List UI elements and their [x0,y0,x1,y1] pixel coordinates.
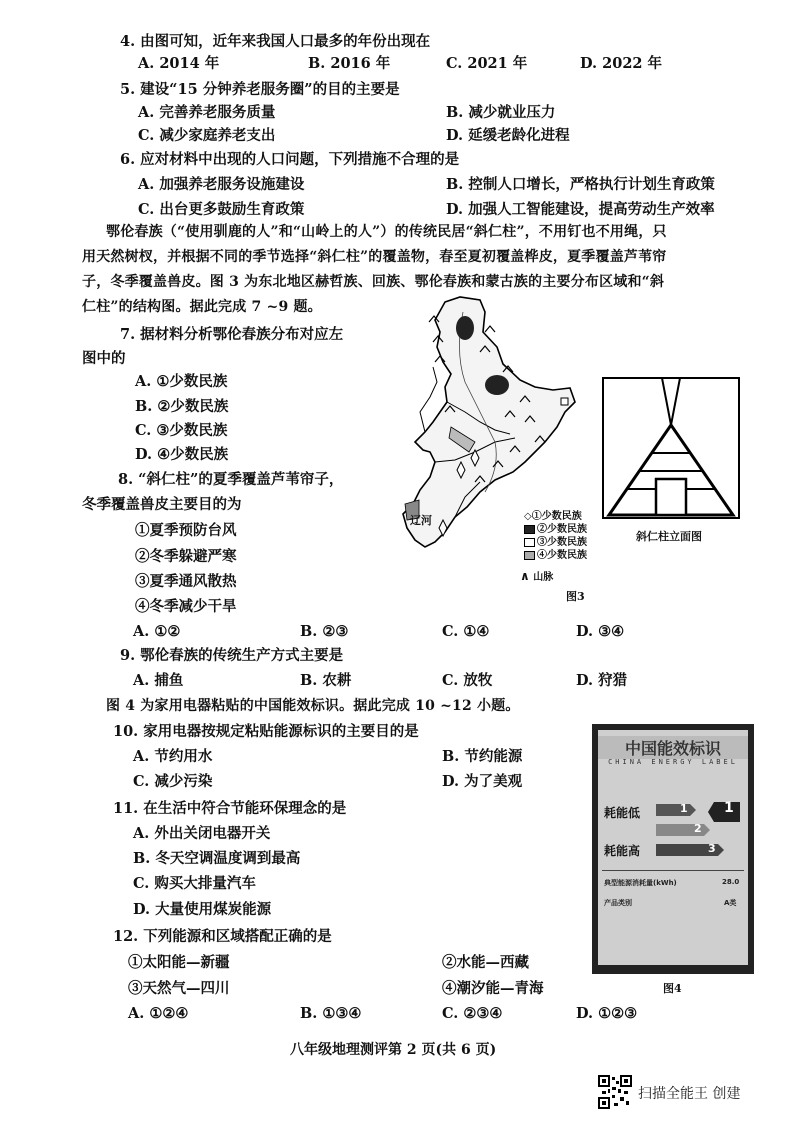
q12-statement-4: ④潮汐能—青海 [442,980,544,997]
legend-item-1: ◇①少数民族 [524,511,582,522]
q6-option-d: D. 加强人工智能建设，提高劳动生产效率 [446,201,715,218]
q12-stem: 12. 下列能源和区域搭配正确的是 [113,928,332,945]
q8-stem-line1: 8. “斜仁柱”的夏季覆盖芦苇帘子， [118,471,344,488]
q8-option-c: C. ①④ [442,623,490,640]
q4-option-d: D. 2022 年 [580,55,663,72]
figure4-caption: 图4 [663,982,682,995]
q4-stem: 4. 由图可知，近年来我国人口最多的年份出现在 [120,33,431,50]
metric-label: 典型能源消耗量(kWh) [604,879,677,887]
legend-item-4: ④少数民族 [524,546,587,561]
passage1-line1: 鄂伦春族（“使用驯鹿的人”和“山岭上的人”）的传统民居“斜仁柱”，不用钉也不用绳，只 [106,224,667,240]
legend-item-3: ③少数民族 [524,533,587,548]
q9-option-b: B. 农耕 [300,672,352,689]
q4-option-c: C. 2021 年 [446,55,528,72]
q6-option-b: B. 控制人口增长，严格执行计划生育政策 [446,176,715,193]
grade-2-arrow-label: 2 [694,822,702,835]
divider [602,870,744,871]
q8-option-d: D. ③④ [576,623,625,640]
q5-option-d: D. 延缓老龄化进程 [446,127,570,144]
q5-stem: 5. 建设“15 分钟养老服务圈”的目的主要是 [120,81,400,98]
low-consumption-label: 耗能低 [604,806,641,820]
passage1-line4: 仁柱”的结构图。据此完成 7 ~9 题。 [82,299,322,315]
grade-3-arrow-label: 3 [708,842,716,855]
q6-stem: 6. 应对材料中出现的人口问题，下列措施不合理的是 [120,151,460,168]
river-label: 辽河 [410,514,432,527]
q12-option-b: B. ①③④ [300,1005,362,1022]
q11-option-c: C. 购买大排量汽车 [133,875,256,892]
q8-statement-1: ①夏季预防台风 [135,522,237,539]
scanner-watermark: 扫描全能王 创建 [638,1086,741,1102]
q5-option-b: B. 减少就业压力 [446,104,556,121]
q10-option-b: B. 节约能源 [442,748,523,765]
q5-option-a: A. 完善养老服务质量 [138,104,276,121]
q11-option-a: A. 外出关闭电器开关 [133,825,271,842]
q10-stem: 10. 家用电器按规定粘贴能源标识的主要目的是 [113,723,419,740]
q12-option-d: D. ①②③ [576,1005,638,1022]
energy-label-title: 中国能效标识 [598,736,748,759]
region-2-marker [485,375,509,395]
q8-statement-2: ②冬季躲避严寒 [135,548,237,565]
q4-option-a: A. 2014 年 [138,55,220,72]
q7-option-c: C. ③少数民族 [135,422,228,439]
q8-stem-line2: 冬季覆盖兽皮主要目的为 [82,496,242,513]
diamond-icon: ◇ [524,511,532,522]
q7-option-a: A. ①少数民族 [135,373,228,390]
region-2-north-marker [456,316,474,340]
grade-big-label: 1 [724,800,734,816]
passage1-line2: 用天然树杈，并根据不同的季节选择“斜仁柱”的覆盖物，春至夏初覆盖桦皮，夏季覆盖芦苇帘 [82,249,667,265]
q12-option-a: A. ①②④ [128,1005,189,1022]
grade-1-arrow-label: 1 [680,802,688,815]
figure3-caption: 图3 [566,590,585,603]
passage2: 图 4 为家用电器粘贴的中国能效标识。据此完成 10 ~12 小题。 [106,698,520,714]
passage1-line3: 子，冬季覆盖兽皮。图 3 为东北地区赫哲族、回族、鄂伦春族和蒙古族的主要分布区域和“斜 [82,274,665,290]
qr-code-icon [598,1075,632,1109]
q10-option-c: C. 减少污染 [133,773,213,790]
q11-stem: 11. 在生活中符合节能环保理念的是 [113,800,347,817]
q7-stem-line1: 7. 据材料分析鄂伦春族分布对应左 [120,326,344,343]
q10-option-a: A. 节约用水 [133,748,213,765]
q8-option-a: A. ①② [133,623,181,640]
q6-option-c: C. 出台更多鼓励生育政策 [138,201,305,218]
hatched-swatch-icon [524,551,535,560]
metric-value: 28.0 [722,878,740,886]
q10-option-d: D. 为了美观 [442,773,523,790]
energy-label-subtitle: CHINA ENERGY LABEL [608,758,738,766]
q7-option-b: B. ②少数民族 [135,398,229,415]
energy-label [592,724,754,974]
legend-item-mountain: ∧ 山脉 [520,569,554,583]
tent-caption: 斜仁柱立面图 [636,530,702,543]
q11-option-b: B. 冬天空调温度调到最高 [133,850,301,867]
tent-diagram [602,377,740,519]
q12-option-c: C. ②③④ [442,1005,503,1022]
q9-option-d: D. 狩猎 [576,672,628,689]
q8-statement-3: ③夏季通风散热 [135,573,237,590]
q6-option-a: A. 加强养老服务设施建设 [138,176,305,193]
page-footer: 八年级地理测评第 2 页(共 6 页) [290,1042,497,1058]
q12-statement-3: ③天然气—四川 [128,980,230,997]
q7-option-d: D. ④少数民族 [135,446,229,463]
q8-statement-4: ④冬季减少干旱 [135,598,237,615]
q12-statement-1: ①太阳能—新疆 [128,954,230,971]
q5-option-c: C. 减少家庭养老支出 [138,127,276,144]
q4-option-b: B. 2016 年 [308,55,391,72]
q7-stem-line2: 图中的 [82,350,126,367]
type-value: A类 [724,899,737,907]
q9-option-c: C. 放牧 [442,672,493,689]
q9-stem: 9. 鄂伦春族的传统生产方式主要是 [120,647,344,664]
q11-option-d: D. 大量使用煤炭能源 [133,901,272,918]
q12-statement-2: ②水能—西藏 [442,954,529,971]
type-label: 产品类别 [604,899,632,907]
q9-option-a: A. 捕鱼 [133,672,184,689]
high-consumption-label: 耗能高 [604,844,641,858]
mountain-icon: ∧ [520,569,530,583]
legend-item-2: ②少数民族 [524,520,587,535]
q8-option-b: B. ②③ [300,623,349,640]
